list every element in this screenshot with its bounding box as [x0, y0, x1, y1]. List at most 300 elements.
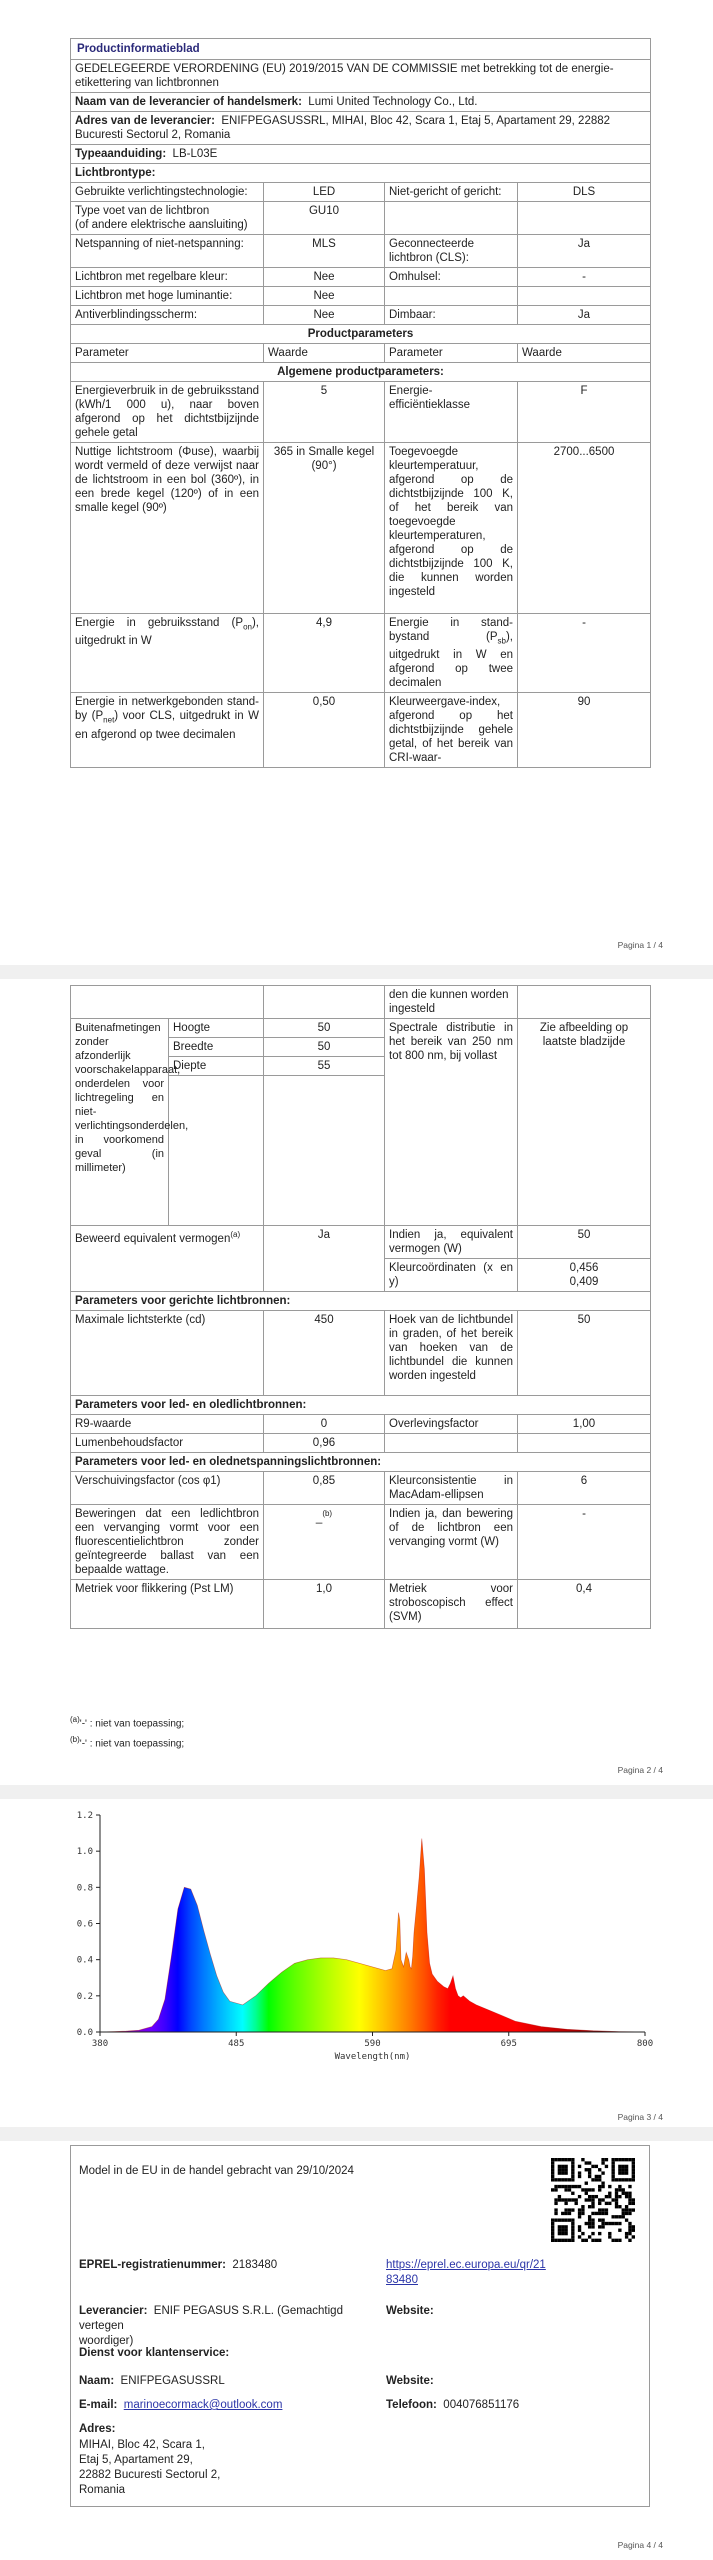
qr-module — [598, 2232, 601, 2235]
flicker-label: Metriek voor flikkering (Pst LM) — [71, 1580, 264, 1629]
replace-claim-sup: (b) — [322, 1509, 333, 1518]
page-separator — [0, 1785, 713, 1799]
psb-sub: sb — [497, 636, 506, 646]
eprel-value: 2183480 — [232, 2259, 278, 2271]
qr-module — [611, 2171, 614, 2174]
qr-module — [551, 2229, 554, 2232]
qr-module — [615, 2205, 618, 2208]
address-value: ENIFPEGASUSSRL, MIHAI, Bloc 42, Scara 1, Etaj 5, Apartament 29, 22882 Bucuresti Sectorul 2, Romania — [75, 115, 611, 141]
qr-module — [618, 2158, 621, 2161]
qr-module — [591, 2198, 594, 2201]
pon-label — [71, 614, 264, 693]
qr-module — [561, 2212, 564, 2215]
qr-module — [591, 2222, 594, 2225]
page-footer-1: Pagina 1 / 4 — [617, 940, 663, 950]
qr-module — [598, 2168, 601, 2171]
qr-module — [561, 2185, 564, 2188]
qr-module — [591, 2239, 594, 2242]
pnet-label-b: ) voor CLS, uitgedrukt in W en afgerond op twee decimalen — [75, 710, 259, 741]
phone-label: Telefoon: — [386, 2399, 437, 2411]
colour-value: Nee — [264, 268, 385, 287]
qr-module — [564, 2178, 567, 2181]
qr-module — [628, 2239, 631, 2242]
depth-value: 55 — [264, 1057, 385, 1076]
qr-module — [628, 2225, 631, 2228]
qr-module — [564, 2225, 567, 2228]
qr-module — [588, 2198, 591, 2201]
lumen-maint-value: 0,96 — [264, 1434, 385, 1453]
qr-module — [588, 2205, 591, 2208]
glare-label: Antiverblindingsscherm: — [71, 306, 264, 325]
footnote-b — [70, 1735, 184, 1749]
col-param-1: Parameter — [71, 344, 264, 363]
depth-label: Diepte — [169, 1057, 264, 1076]
customer-service-heading: Dienst voor klantenservice: — [79, 2347, 230, 2359]
eprel-label: EPREL-registratienummer: — [79, 2259, 226, 2271]
qr-module — [571, 2165, 574, 2168]
pon-label-a: Energie in gebruiksstand (P — [75, 617, 244, 629]
pnet-value: 0,50 — [264, 693, 385, 768]
qr-module — [568, 2158, 571, 2161]
qr-module — [628, 2192, 631, 2195]
qr-module — [558, 2218, 561, 2221]
chroma-x: 0,456 — [569, 1262, 599, 1274]
qr-module — [615, 2192, 618, 2195]
envelope-value: - — [518, 268, 651, 287]
qr-module — [618, 2171, 621, 2174]
qr-module — [564, 2218, 567, 2221]
stroboscopic-label: Metriek voor stroboscopisch effect (SVM) — [385, 1580, 518, 1629]
qr-module — [622, 2168, 625, 2171]
qr-code-icon[interactable] — [551, 2158, 635, 2242]
qr-module — [595, 2195, 598, 2198]
claim-equiv-label — [71, 1226, 264, 1292]
qr-module — [585, 2192, 588, 2195]
qr-module — [632, 2165, 635, 2168]
qr-module — [564, 2158, 567, 2161]
chroma-y: 0,409 — [569, 1276, 599, 1288]
page-1 — [0, 0, 713, 975]
dpf-label: Verschuivingsfactor (cos φ1) — [71, 1472, 264, 1505]
qr-module — [595, 2165, 598, 2168]
height-value: 50 — [264, 1019, 385, 1038]
qr-module — [601, 2222, 604, 2225]
regulation-text: GEDELEGEERDE VERORDENING (EU) 2019/2015 VAN DE COMMISSIE met betrekking tot de energie-etikettering van lichtbronnen — [71, 60, 651, 93]
leverancier-value-1: ENIF PEGASUS S.R.L. (Gemachtigd vertegen — [79, 2305, 343, 2332]
cri-value: 90 — [518, 693, 651, 768]
qr-module — [585, 2161, 588, 2164]
directional-value: DLS — [518, 183, 651, 202]
pnet-sub: net — [103, 715, 115, 725]
y-tick-label: 0.0 — [76, 2028, 93, 2038]
qr-module — [601, 2182, 604, 2185]
qr-module — [618, 2229, 621, 2232]
qr-module — [591, 2195, 594, 2198]
qr-module — [632, 2202, 635, 2205]
qr-module — [568, 2185, 571, 2188]
footnote-b-text: '-' : niet van toepassing; — [79, 1738, 185, 1750]
qr-module — [578, 2195, 581, 2198]
energy-onmode-label: Energieverbruik in de gebruiksstand (kWh/1 000 u), naar boven afgerond op het dichtstbijzijnde gehele getal — [71, 382, 264, 443]
qr-module — [551, 2188, 554, 2191]
qr-module — [571, 2158, 574, 2161]
replace-claim-dash: _ — [315, 1511, 323, 1524]
qr-module — [561, 2171, 564, 2174]
qr-module — [571, 2178, 574, 2181]
product-params-heading: Productparameters — [71, 325, 651, 344]
qr-module — [571, 2208, 574, 2211]
qr-module — [625, 2232, 628, 2235]
qr-module — [611, 2168, 614, 2171]
highlum-value: Nee — [264, 287, 385, 306]
qr-module — [628, 2229, 631, 2232]
qr-module — [622, 2178, 625, 2181]
qr-module — [564, 2198, 567, 2201]
envelope-label: Omhulsel: — [385, 268, 518, 287]
psb-label — [385, 614, 518, 693]
tech-value: LED — [264, 183, 385, 202]
efficiency-class-value: F — [518, 382, 651, 443]
qr-module — [591, 2165, 594, 2168]
equiv-power-label: Indien ja, equivalent vermogen (W) — [385, 1226, 518, 1259]
qr-module — [561, 2218, 564, 2221]
qr-module — [625, 2178, 628, 2181]
qr-module — [558, 2178, 561, 2181]
x-tick-label: 695 — [500, 2039, 517, 2049]
qr-module — [622, 2165, 625, 2168]
qr-module — [598, 2178, 601, 2181]
spectrum-area — [100, 1815, 645, 2032]
qr-module — [578, 2235, 581, 2238]
flicker-value: 1,0 — [264, 1580, 385, 1629]
glare-value: Nee — [264, 306, 385, 325]
qr-module — [615, 2198, 618, 2201]
qr-module — [564, 2232, 567, 2235]
supplier-info-box — [70, 2145, 650, 2507]
directional-label: Niet-gericht of gericht: — [385, 183, 518, 202]
qr-module — [601, 2212, 604, 2215]
supplier-label: Naam van de leverancier of handelsmerk: — [75, 96, 302, 108]
name-label: Naam: — [79, 2375, 115, 2387]
address-heading: Adres: — [79, 2423, 116, 2435]
model-value: LB-L03E — [172, 148, 218, 160]
qr-module — [564, 2168, 567, 2171]
qr-module — [591, 2212, 594, 2215]
qr-module — [618, 2239, 621, 2242]
y-tick-label: 0.8 — [76, 1883, 93, 1894]
qr-module — [575, 2202, 578, 2205]
cct-value: 2700...6500 — [518, 443, 651, 614]
qr-module — [588, 2168, 591, 2171]
qr-module — [554, 2198, 557, 2201]
qr-module — [611, 2165, 614, 2168]
height-label: Hoogte — [169, 1019, 264, 1038]
cap-label-2: (of andere elektrische aansluiting) — [75, 219, 248, 231]
qr-module — [571, 2222, 574, 2225]
qr-module — [598, 2188, 601, 2191]
qr-module — [622, 2212, 625, 2215]
qr-module — [554, 2218, 557, 2221]
email-label: E-mail: — [79, 2399, 118, 2411]
qr-module — [551, 2158, 554, 2161]
qr-module — [618, 2165, 621, 2168]
pnet-label-a: Energie in netwerkgebonden stand-by (P — [75, 696, 259, 723]
qr-module — [571, 2185, 574, 2188]
phone-row — [386, 2398, 519, 2413]
qr-module — [551, 2175, 554, 2178]
qr-module — [598, 2198, 601, 2201]
x-tick-label: 800 — [636, 2039, 654, 2049]
dims-label: Buitenafmetingen zonder afzonderlijk voorschakelapparaat, onderdelen voor lichtregeling en niet-verlichtingsonderdelen, in voorkomend geval (in millimeter) — [71, 1019, 169, 1226]
qr-module — [551, 2171, 554, 2174]
qr-module — [628, 2232, 631, 2235]
qr-module — [605, 2208, 608, 2211]
qr-module — [605, 2158, 608, 2161]
qr-module — [608, 2192, 611, 2195]
supplier-row — [71, 93, 651, 112]
qr-module — [568, 2178, 571, 2181]
lumen-maint-label: Lumenbehoudsfactor — [71, 1434, 264, 1453]
qr-module — [568, 2208, 571, 2211]
page-footer-3: Pagina 3 / 4 — [617, 2112, 663, 2122]
qr-module — [581, 2232, 584, 2235]
qr-module — [601, 2218, 604, 2221]
website-label-1: Website: — [386, 2305, 434, 2317]
flux-value: 365 in Smalle kegel (90°) — [264, 443, 385, 614]
qr-module — [588, 2218, 591, 2221]
qr-module — [605, 2212, 608, 2215]
qr-module — [564, 2239, 567, 2242]
email-row — [79, 2398, 282, 2413]
qr-module — [598, 2218, 601, 2221]
qr-module — [588, 2222, 591, 2225]
qr-module — [581, 2158, 584, 2161]
qr-module — [551, 2225, 554, 2228]
cap-label: Type voet van de lichtbron — [75, 205, 210, 217]
qr-module — [618, 2178, 621, 2181]
qr-module — [598, 2175, 601, 2178]
qr-module — [558, 2165, 561, 2168]
y-tick-label: 0.6 — [76, 1919, 93, 1930]
qr-module — [628, 2195, 631, 2198]
qr-module — [551, 2239, 554, 2242]
dimmable-label: Dimbaar: — [385, 306, 518, 325]
qr-module — [571, 2168, 574, 2171]
address-label: Adres van de leverancier: — [75, 115, 215, 127]
led-params-heading: Parameters voor led- en oledlichtbronnen: — [71, 1396, 651, 1415]
qr-module — [554, 2212, 557, 2215]
qr-module — [601, 2208, 604, 2211]
product-info-table-p1 — [70, 38, 651, 768]
connected-value: Ja — [518, 235, 651, 268]
qr-module — [564, 2202, 567, 2205]
qr-module — [561, 2239, 564, 2242]
claim-equiv-value: Ja — [264, 1226, 385, 1292]
page-separator — [0, 2127, 713, 2141]
pon-sub: on — [243, 622, 252, 632]
qr-module — [588, 2235, 591, 2238]
qr-module — [564, 2229, 567, 2232]
qr-module — [581, 2212, 584, 2215]
qr-module — [632, 2198, 635, 2201]
qr-module — [578, 2225, 581, 2228]
macadam-label: Kleurconsistentie in MacAdam-ellipsen — [385, 1472, 518, 1505]
qr-module — [558, 2168, 561, 2171]
colour-label: Lichtbron met regelbare kleur: — [71, 268, 264, 287]
qr-module — [625, 2208, 628, 2211]
qr-module — [605, 2202, 608, 2205]
qr-module — [598, 2239, 601, 2242]
qr-module — [598, 2202, 601, 2205]
email-link[interactable]: marinoecormack@outlook.com — [123, 2399, 283, 2411]
survival-label: Overlevingsfactor — [385, 1415, 518, 1434]
qr-module — [578, 2185, 581, 2188]
col-param-2: Parameter — [385, 344, 518, 363]
x-tick-label: 590 — [364, 2039, 381, 2049]
qr-module — [585, 2239, 588, 2242]
qr-module — [632, 2175, 635, 2178]
qr-module — [575, 2185, 578, 2188]
qr-module — [601, 2185, 604, 2188]
cap-label-cell — [71, 202, 264, 235]
address-line: Etaj 5, Apartament 29, — [79, 2454, 193, 2466]
qr-module — [558, 2229, 561, 2232]
product-info-table-p2 — [70, 985, 651, 1629]
qr-module — [622, 2215, 625, 2218]
qr-module — [588, 2171, 591, 2174]
y-tick-label: 1.2 — [76, 1811, 93, 1821]
x-axis-label: Wavelength(nm) — [334, 2052, 411, 2062]
qr-module — [588, 2175, 591, 2178]
qr-module — [611, 2178, 614, 2181]
qr-module — [578, 2212, 581, 2215]
qr-module — [568, 2239, 571, 2242]
pnet-label — [71, 693, 264, 768]
eprel-link-line-2[interactable]: 83480 — [386, 2274, 418, 2286]
leverancier-value-2: woordiger) — [79, 2335, 134, 2347]
mains-value: MLS — [264, 235, 385, 268]
col-value-1: Waarde — [264, 344, 385, 363]
qr-module — [628, 2158, 631, 2161]
qr-module — [571, 2175, 574, 2178]
qr-module — [595, 2178, 598, 2181]
qr-module — [625, 2165, 628, 2168]
energy-onmode-value: 5 — [264, 382, 385, 443]
qr-module — [611, 2239, 614, 2242]
qr-module — [618, 2215, 621, 2218]
qr-module — [558, 2195, 561, 2198]
peak-intensity-label: Maximale lichtsterkte (cd) — [71, 1311, 264, 1396]
y-tick-label: 0.4 — [76, 1955, 93, 1966]
qr-module — [551, 2168, 554, 2171]
qr-module — [561, 2198, 564, 2201]
beam-angle-value: 50 — [518, 1311, 651, 1396]
highlum-label: Lichtbron met hoge luminantie: — [71, 287, 264, 306]
qr-module — [588, 2195, 591, 2198]
qr-module — [581, 2239, 584, 2242]
qr-module — [611, 2161, 614, 2164]
qr-module — [628, 2198, 631, 2201]
footnote-a — [70, 1715, 184, 1729]
qr-module — [628, 2208, 631, 2211]
qr-module — [585, 2222, 588, 2225]
flux-label: Nuttige lichtstroom (Φuse), waarbij wordt vermeld of deze verwijst naar de lichtstroom in een bol (360º), in een brede kegel (120º) of in een smalle kegel (90º) — [71, 443, 264, 614]
mains-label: Netspanning of niet-netspanning: — [71, 235, 264, 268]
qr-module — [551, 2218, 554, 2221]
leverancier-row — [79, 2304, 379, 2349]
spd-value: Zie afbeelding op laatste bladzijde — [518, 1019, 651, 1226]
qr-module — [578, 2229, 581, 2232]
qr-module — [632, 2161, 635, 2164]
qr-module — [632, 2225, 635, 2228]
qr-module — [588, 2215, 591, 2218]
cri-label-cont: den die kunnen worden ingesteld — [385, 986, 518, 1019]
qr-module — [588, 2161, 591, 2164]
connected-label: Geconnecteerde lichtbron (CLS): — [385, 235, 518, 268]
qr-module — [628, 2222, 631, 2225]
page-footer-4: Pagina 4 / 4 — [617, 2540, 663, 2550]
dpf-value: 0,85 — [264, 1472, 385, 1505]
model-label: Typeaanduiding: — [75, 148, 167, 160]
qr-module — [618, 2222, 621, 2225]
page-separator — [0, 965, 713, 979]
supplier-value: Lumi United Technology Co., Ltd. — [308, 96, 478, 108]
qr-module — [615, 2195, 618, 2198]
qr-module — [625, 2195, 628, 2198]
qr-module — [598, 2212, 601, 2215]
qr-module — [598, 2185, 601, 2188]
qr-module — [591, 2218, 594, 2221]
chroma-label: Kleurcoördinaten (x en y) — [385, 1259, 518, 1292]
qr-module — [625, 2168, 628, 2171]
address-block — [79, 2438, 220, 2498]
qr-module — [551, 2178, 554, 2181]
qr-module — [601, 2198, 604, 2201]
qr-module — [625, 2192, 628, 2195]
qr-module — [632, 2171, 635, 2174]
qr-module — [558, 2239, 561, 2242]
qr-module — [571, 2198, 574, 2201]
qr-module — [618, 2168, 621, 2171]
eprel-link[interactable] — [386, 2258, 546, 2288]
qr-module — [578, 2175, 581, 2178]
cri-label: Kleurweergave-index, afgerond op het dichtstbijzijnde gehele getal, of het bereik van CRI-waar- — [385, 693, 518, 768]
qr-module — [551, 2235, 554, 2238]
qr-module — [608, 2202, 611, 2205]
col-value-2: Waarde — [518, 344, 651, 363]
model-row — [71, 145, 651, 164]
leverancier-label: Leverancier: — [79, 2305, 148, 2317]
efficiency-class-label: Energie-efficiëntieklasse — [385, 382, 518, 443]
qr-module — [571, 2171, 574, 2174]
qr-module — [554, 2158, 557, 2161]
eprel-link-line-1[interactable]: https://eprel.ec.europa.eu/qr/21 — [386, 2259, 546, 2271]
qr-module — [551, 2232, 554, 2235]
qr-module — [558, 2158, 561, 2161]
qr-module — [615, 2239, 618, 2242]
qr-module — [554, 2208, 557, 2211]
spectral-distribution-chart — [60, 1805, 660, 2065]
address-line: MIHAI, Bloc 42, Scara 1, — [79, 2439, 205, 2451]
equiv-power-value: 50 — [518, 1226, 651, 1259]
qr-module — [595, 2212, 598, 2215]
qr-module — [568, 2198, 571, 2201]
name-value: ENIFPEGASUSSRL — [120, 2375, 225, 2387]
qr-module — [598, 2225, 601, 2228]
x-tick-label: 380 — [91, 2039, 109, 2049]
qr-module — [554, 2202, 557, 2205]
qr-module — [588, 2225, 591, 2228]
